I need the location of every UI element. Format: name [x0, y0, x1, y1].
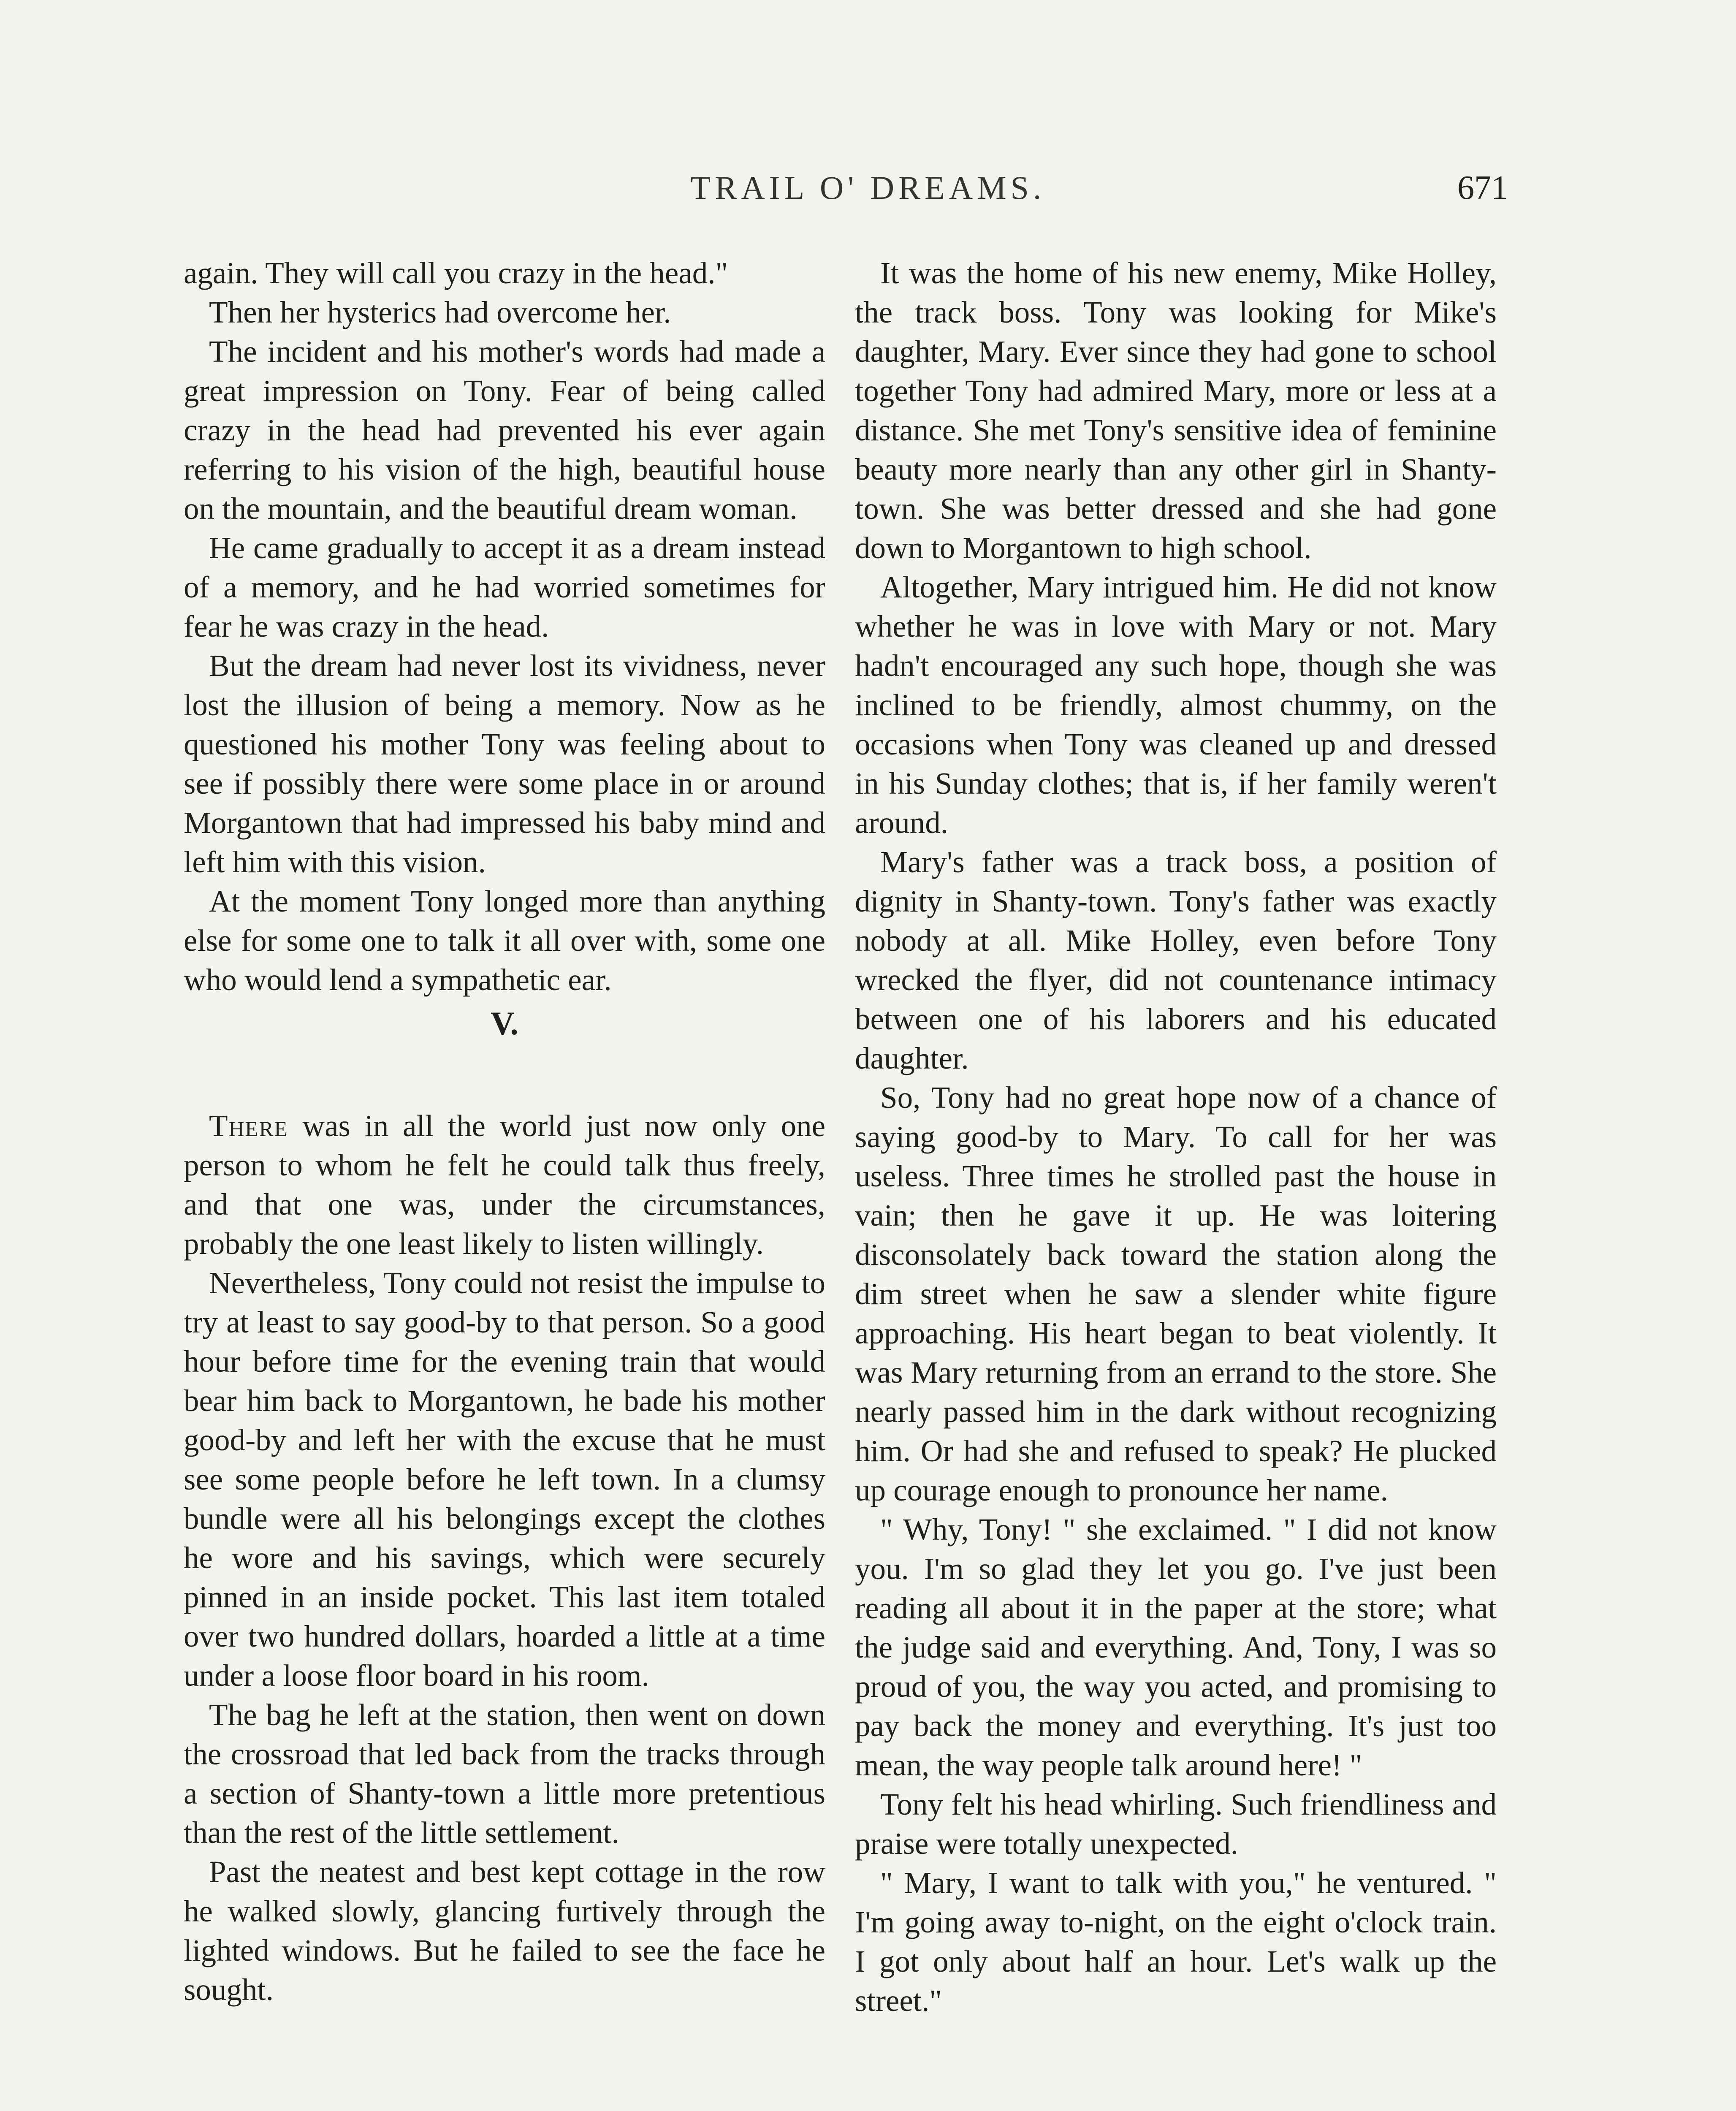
paragraph: Nevertheless, Tony could not resist the impulse to try at least to say good-by to that person. So a good hour before time for the evening train that would bear him back to Morgantown, he bade his mother good-by and left her with the excuse that he must see some people before he left town. In a clumsy bundle were all his belongings except the clothes he wore and his savings, which were securely pinned in an inside pocket. This last item totaled over two hundred dollars, hoarded a little at a time under a loose floor board in his room.	[184, 1266, 825, 1693]
paragraph: The bag he left at the station, then went on down the crossroad that led back from the tracks through a section of Shanty-town a little more pretentious than the rest of the little settlement.	[184, 1698, 825, 1850]
paragraph: Past the neatest and best kept cottage in the row he walked slowly, glancing furtively through the lighted windows. But he failed to see the face he sought.	[184, 1855, 825, 2007]
chapter-heading: V.	[491, 1005, 518, 1042]
paragraph: again. They will call you crazy in the head."	[184, 256, 728, 290]
running-header	[0, 169, 1736, 232]
paragraph: " Why, Tony! " she exclaimed. " I did not know you. I'm so glad they let you go. I've just been reading all about it in the paper at the store; what the judge said and everything. And, Tony, I was so proud of you, the way you acted, and promising to pay back the money and everything. It's just too mean, the way people talk around here! "	[855, 1512, 1497, 1782]
paragraph: So, Tony had no great hope now of a chance of saying good-by to Mary. To call for her was useless. Three times he strolled past the house in vain; then he gave it up. He was loitering disconsolately back toward the station along the dim street when he saw a slender white figure approaching. His heart began to beat violently. It was Mary returning from an errand to the store. She nearly passed him in the dark without recognizing him. Or had she and refused to speak? He plucked up courage enough to pronounce her name.	[855, 1080, 1497, 1507]
left-column	[184, 253, 825, 2009]
paragraph: But the dream had never lost its vividness, never lost the illusion of being a memory. Now as he questioned his mother Tony was feeling about to see if possibly there were some place in or around Morgantown that had impressed his baby mind and left him with this vision.	[184, 648, 825, 879]
paragraph: Mary's father was a track boss, a position of dignity in Shanty-town. Tony's father was exactly nobody at all. Mike Holley, even before Tony wrecked the flyer, did not countenance intimacy between one of his laborers and his educated daughter.	[855, 845, 1497, 1075]
paragraph: The incident and his mother's words had made a great impression on Tony. Fear of being called crazy in the head had prevented his ever again referring to his vision of the high, beautiful house on the mountain, and the beautiful dream woman.	[184, 334, 825, 526]
drop-lead-word: There	[209, 1109, 288, 1143]
paragraph: Tony felt his head whirling. Such friendliness and praise were totally unexpected.	[855, 1787, 1497, 1861]
paragraph: " Mary, I want to talk with you," he ventured. " I'm going away to-night, on the eight o'clock train. I got only about half an hour. Let's walk up the street."	[855, 1866, 1497, 2018]
paragraph: At the moment Tony longed more than anything else for some one to talk it all over with, some one who would lend a sympathetic ear.	[184, 884, 825, 997]
paragraph-text: was in all the world just now only one person to whom he felt he could talk thus freely, and that one was, under the circumstances, probably the one least likely to listen willingly.	[184, 1109, 825, 1261]
paragraph: Then her hysterics had overcome her.	[209, 295, 671, 329]
paragraph	[184, 1106, 825, 1263]
running-title: TRAIL O' DREAMS.	[690, 169, 1046, 206]
paragraph: Altogether, Mary intrigued him. He did not know whether he was in love with Mary or not. Mary hadn't encouraged any such hope, though she was inclined to be friendly, almost chummy, on the occasions when Tony was cleaned up and dressed in his Sunday clothes; that is, if her family weren't around.	[855, 570, 1497, 840]
paragraph: He came gradually to accept it as a dream instead of a memory, and he had worried sometimes for fear he was crazy in the head.	[184, 531, 825, 643]
page-number: 671	[1457, 169, 1508, 206]
right-column	[855, 253, 1497, 2020]
paragraph: It was the home of his new enemy, Mike Holley, the track boss. Tony was looking for Mike's daughter, Mary. Ever since they had gone to school together Tony had admired Mary, more or less at a distance. She met Tony's sensitive idea of feminine beauty more nearly than any other girl in Shanty-town. She was better dressed and she had gone down to Morgantown to high school.	[855, 256, 1497, 565]
